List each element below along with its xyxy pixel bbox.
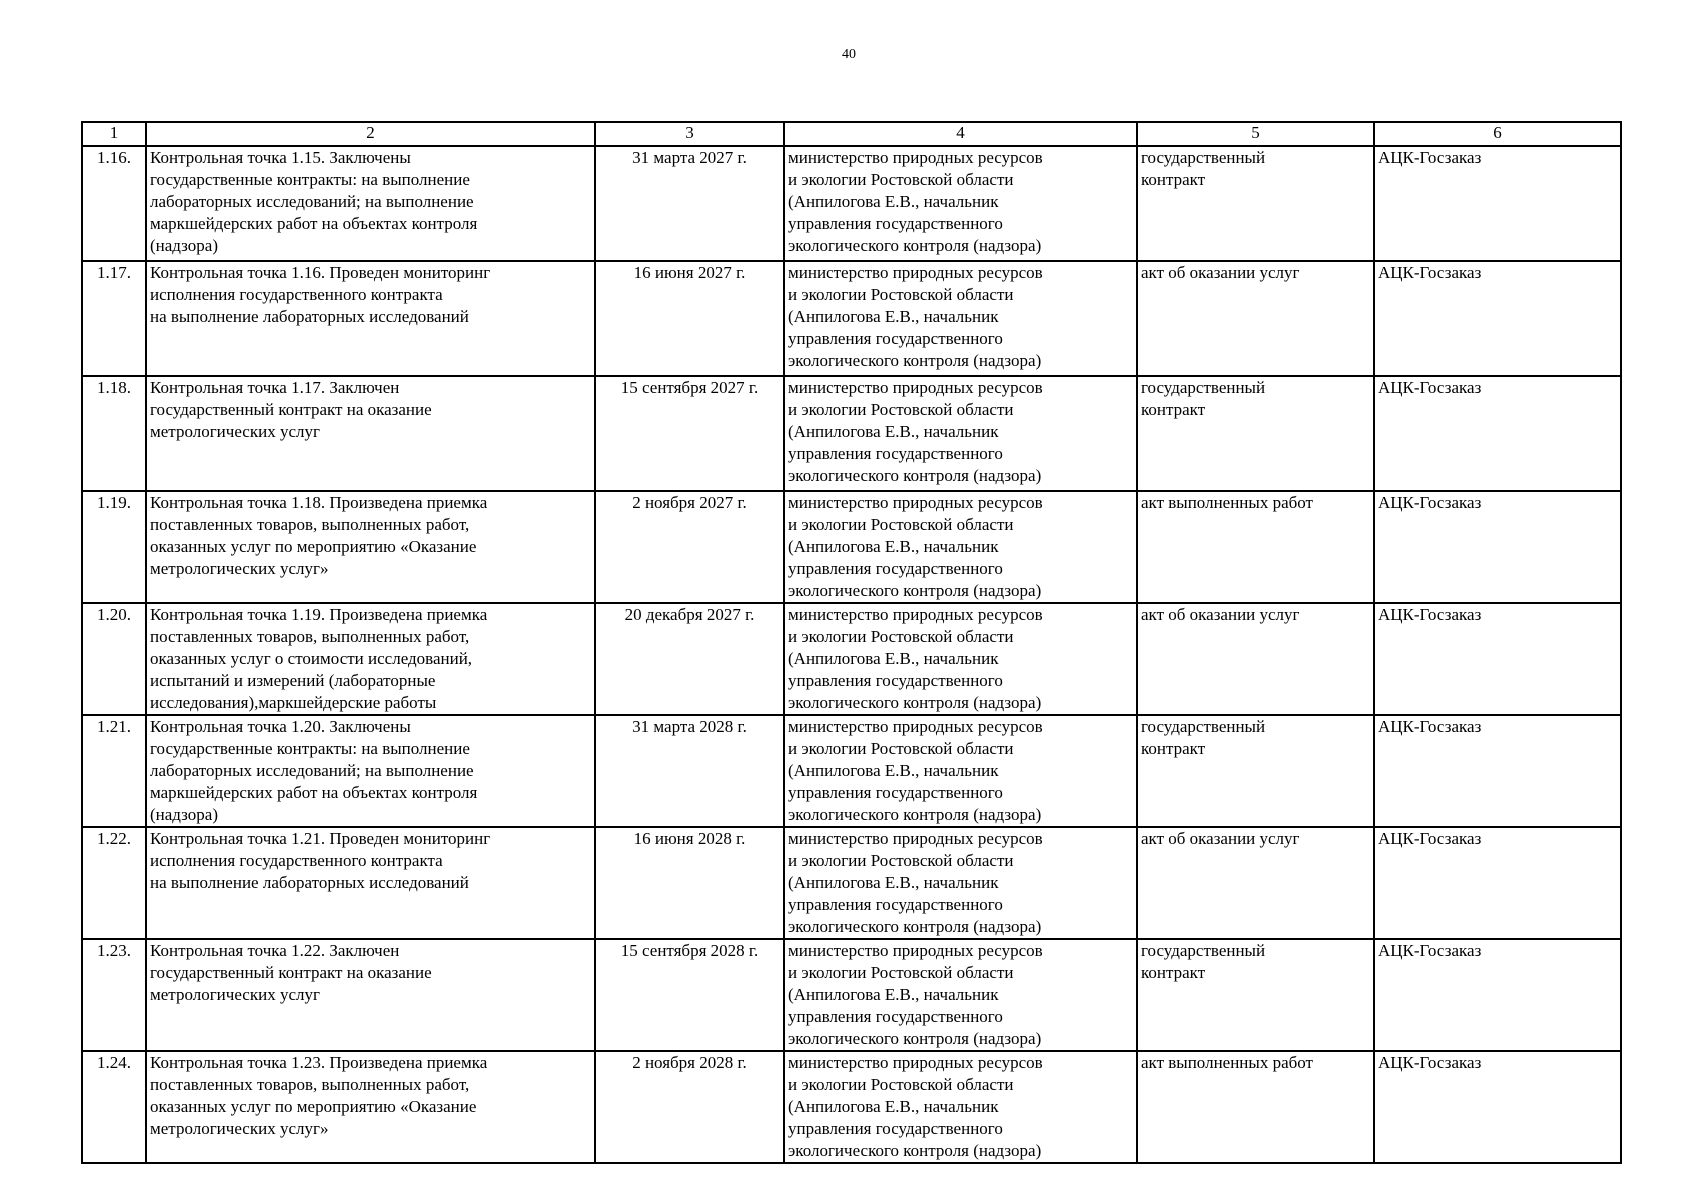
due-date: 15 сентября 2027 г. [595, 376, 784, 491]
information-system: АЦК-Госзаказ [1374, 261, 1621, 376]
confirming-document: государственный контракт [1137, 939, 1374, 1051]
column-header: 1 [82, 122, 146, 146]
table-row [82, 827, 1621, 939]
confirming-document: акт выполненных работ [1137, 1051, 1374, 1163]
confirming-document: акт выполненных работ [1137, 491, 1374, 603]
row-number: 1.22. [82, 827, 146, 939]
table-row [82, 939, 1621, 1051]
row-number: 1.16. [82, 146, 146, 261]
due-date: 31 марта 2028 г. [595, 715, 784, 827]
confirming-document: акт об оказании услуг [1137, 827, 1374, 939]
due-date: 2 ноября 2028 г. [595, 1051, 784, 1163]
information-system: АЦК-Госзаказ [1374, 146, 1621, 261]
table-row [82, 376, 1621, 491]
event-description: Контрольная точка 1.18. Произведена приемка поставленных товаров, выполненных работ, оказанных услуг по мероприятию «Оказание метрологических услуг» [146, 491, 595, 603]
responsible-executor: министерство природных ресурсов и экологии Ростовской области (Анпилогова Е.В., начальник управления государственного экологического контроля (надзора) [784, 1051, 1137, 1163]
information-system: АЦК-Госзаказ [1374, 491, 1621, 603]
event-description: Контрольная точка 1.21. Проведен мониторинг исполнения государственного контракта на выполнение лабораторных исследований [146, 827, 595, 939]
due-date: 2 ноября 2027 г. [595, 491, 784, 603]
row-number: 1.19. [82, 491, 146, 603]
table-row [82, 261, 1621, 376]
due-date: 15 сентября 2028 г. [595, 939, 784, 1051]
information-system: АЦК-Госзаказ [1374, 715, 1621, 827]
control-points-table [81, 121, 1622, 1164]
confirming-document: государственный контракт [1137, 715, 1374, 827]
due-date: 20 декабря 2027 г. [595, 603, 784, 715]
responsible-executor: министерство природных ресурсов и экологии Ростовской области (Анпилогова Е.В., начальник управления государственного экологического контроля (надзора) [784, 715, 1137, 827]
confirming-document: акт об оказании услуг [1137, 603, 1374, 715]
confirming-document: государственный контракт [1137, 376, 1374, 491]
table-row [82, 715, 1621, 827]
row-number: 1.20. [82, 603, 146, 715]
row-number: 1.21. [82, 715, 146, 827]
event-description: Контрольная точка 1.23. Произведена приемка поставленных товаров, выполненных работ, оказанных услуг по мероприятию «Оказание метрологических услуг» [146, 1051, 595, 1163]
responsible-executor: министерство природных ресурсов и экологии Ростовской области (Анпилогова Е.В., начальник управления государственного экологического контроля (надзора) [784, 376, 1137, 491]
responsible-executor: министерство природных ресурсов и экологии Ростовской области (Анпилогова Е.В., начальник управления государственного экологического контроля (надзора) [784, 491, 1137, 603]
event-description: Контрольная точка 1.17. Заключен государственный контракт на оказание метрологических услуг [146, 376, 595, 491]
column-number-header-row [82, 122, 1621, 146]
page-number: 40 [842, 47, 856, 62]
table-row [82, 603, 1621, 715]
confirming-document: государственный контракт [1137, 146, 1374, 261]
table-row [82, 491, 1621, 603]
event-description: Контрольная точка 1.19. Произведена приемка поставленных товаров, выполненных работ, оказанных услуг о стоимости исследований, испытаний и измерений (лабораторные исследования),маркшейдерские работы [146, 603, 595, 715]
event-description: Контрольная точка 1.20. Заключены государственные контракты: на выполнение лабораторных исследований; на выполнение маркшейдерских работ на объектах контроля (надзора) [146, 715, 595, 827]
column-header: 2 [146, 122, 595, 146]
due-date: 16 июня 2028 г. [595, 827, 784, 939]
confirming-document: акт об оказании услуг [1137, 261, 1374, 376]
due-date: 31 марта 2027 г. [595, 146, 784, 261]
column-header: 3 [595, 122, 784, 146]
column-header: 6 [1374, 122, 1621, 146]
responsible-executor: министерство природных ресурсов и экологии Ростовской области (Анпилогова Е.В., начальник управления государственного экологического контроля (надзора) [784, 827, 1137, 939]
row-number: 1.17. [82, 261, 146, 376]
row-number: 1.23. [82, 939, 146, 1051]
table-row [82, 1051, 1621, 1163]
event-description: Контрольная точка 1.15. Заключены государственные контракты: на выполнение лабораторных исследований; на выполнение маркшейдерских работ на объектах контроля (надзора) [146, 146, 595, 261]
due-date: 16 июня 2027 г. [595, 261, 784, 376]
table-row [82, 146, 1621, 261]
column-header: 5 [1137, 122, 1374, 146]
event-description: Контрольная точка 1.16. Проведен мониторинг исполнения государственного контракта на выполнение лабораторных исследований [146, 261, 595, 376]
information-system: АЦК-Госзаказ [1374, 603, 1621, 715]
information-system: АЦК-Госзаказ [1374, 376, 1621, 491]
responsible-executor: министерство природных ресурсов и экологии Ростовской области (Анпилогова Е.В., начальник управления государственного экологического контроля (надзора) [784, 603, 1137, 715]
row-number: 1.24. [82, 1051, 146, 1163]
responsible-executor: министерство природных ресурсов и экологии Ростовской области (Анпилогова Е.В., начальник управления государственного экологического контроля (надзора) [784, 146, 1137, 261]
event-description: Контрольная точка 1.22. Заключен государственный контракт на оказание метрологических услуг [146, 939, 595, 1051]
information-system: АЦК-Госзаказ [1374, 1051, 1621, 1163]
information-system: АЦК-Госзаказ [1374, 939, 1621, 1051]
responsible-executor: министерство природных ресурсов и экологии Ростовской области (Анпилогова Е.В., начальник управления государственного экологического контроля (надзора) [784, 261, 1137, 376]
information-system: АЦК-Госзаказ [1374, 827, 1621, 939]
responsible-executor: министерство природных ресурсов и экологии Ростовской области (Анпилогова Е.В., начальник управления государственного экологического контроля (надзора) [784, 939, 1137, 1051]
row-number: 1.18. [82, 376, 146, 491]
column-header: 4 [784, 122, 1137, 146]
